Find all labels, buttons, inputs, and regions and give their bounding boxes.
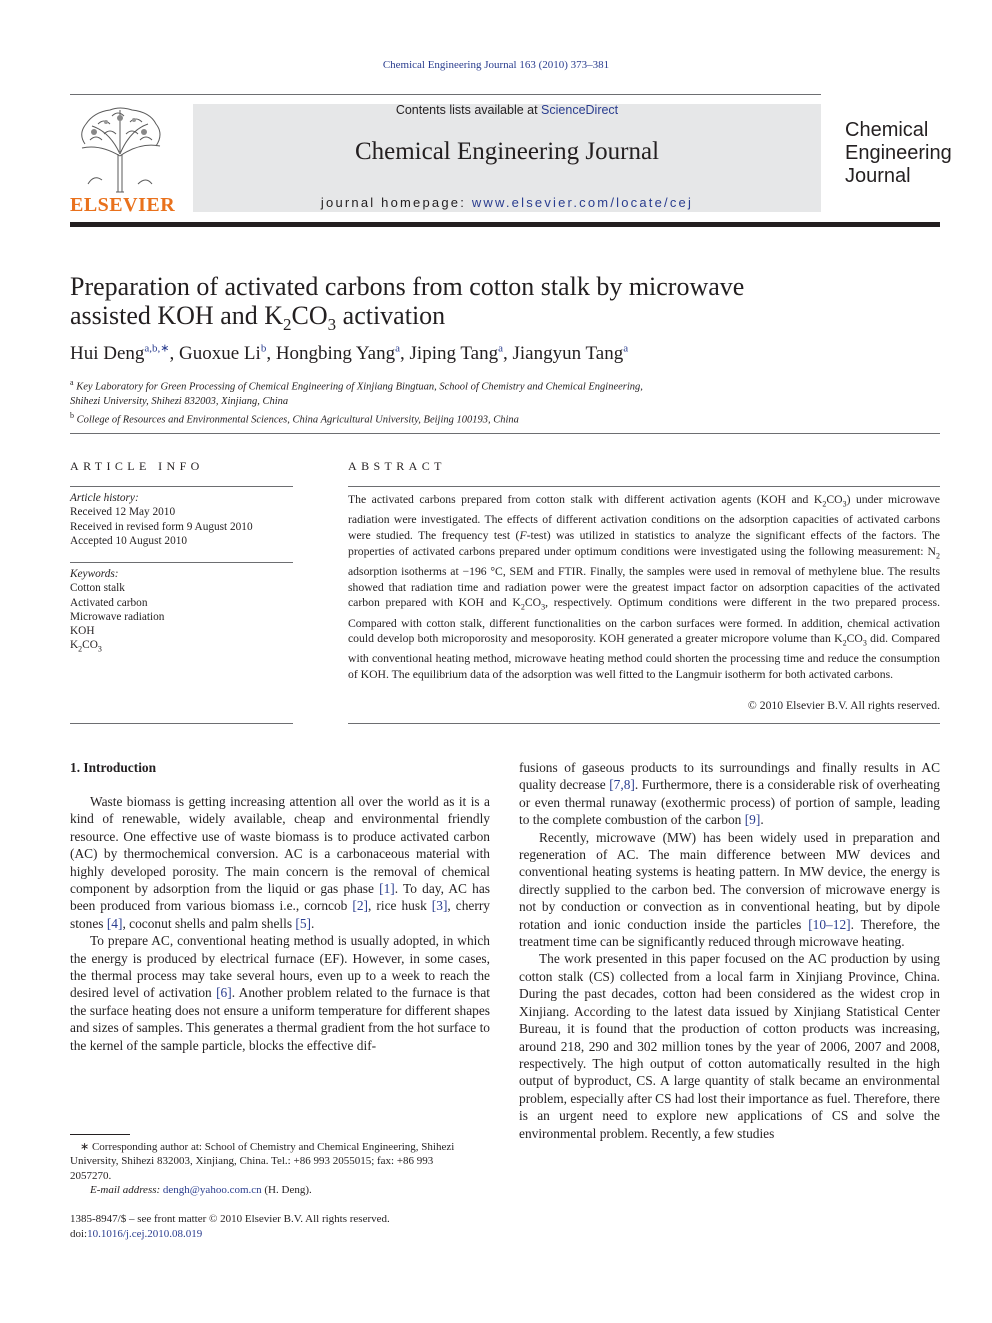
- keywords-label: Keywords:: [70, 568, 119, 580]
- homepage-link[interactable]: www.elsevier.com/locate/cej: [471, 195, 694, 210]
- abstract-rule: [348, 723, 940, 724]
- abstract-subscript: 2: [842, 638, 847, 648]
- abstract-span: CO: [524, 596, 542, 610]
- text-span: . To day, AC has been produced from various biomass i.e., corncob: [70, 881, 490, 914]
- author-name: Jiping Tang: [409, 343, 499, 365]
- paragraph: [70, 932, 490, 1054]
- footnote-span: (H. Deng).: [261, 1183, 312, 1196]
- author-separator: ,: [169, 343, 180, 365]
- abstract-subscript: 2: [936, 551, 940, 561]
- homepage-prefix: journal homepage:: [320, 195, 472, 210]
- author-affiliation-link[interactable]: a: [623, 343, 629, 355]
- title-line-2: [70, 301, 830, 339]
- author: [70, 343, 179, 364]
- author-affiliation-link[interactable]: a,b,∗: [144, 343, 170, 355]
- affiliation-text: Key Laboratory for Green Processing of Chemical Engineering of Xinjiang Bingtuan, School of Chemistry and Chemical Engineering,: [76, 381, 643, 393]
- affiliation-label: a: [70, 378, 74, 387]
- revised-date: Received in revised form 9 August 2010: [70, 520, 253, 533]
- abstract-copyright: © 2010 Elsevier B.V. All rights reserved.: [747, 699, 940, 712]
- affiliation-b: [70, 409, 770, 428]
- paragraph: The work presented in this paper focused on the AC production by using cotton stalk (CS) collected from a local farm in Xinjiang Province, China. During the past decades, cotton had been considered as the widest crop in Xinjiang. According to the latest data issued by Xinjiang Statistical Center Bureau, it is found that the production of cotton products was increasing, around 218, 290 and 302 million tones by the year of 2006, 2007 and 2008, respectively. The high output of cotton automatically resulted in the high output of byproduct, CS. A large quantity of stalk became an environmental problem, especially after CS had lost their importance as fuel. Therefore, there is an urgent need to explore new applications of CS and solve the environmental problem. Recently, a few studies: [519, 951, 940, 1141]
- sciencedirect-link[interactable]: ScienceDirect: [541, 103, 619, 117]
- abstract-span: did. Compared with conventional heating method, microwave heating method could shorten the processing time and reduce the consumption of KOH. The equilibrium data of the adsorption was well fitted to the Langmuir isotherm for both activated carbons.: [348, 632, 941, 682]
- footnote-rule: [70, 1134, 130, 1135]
- text-span: , rice husk: [368, 898, 432, 914]
- title-subscript: 3: [327, 315, 337, 335]
- received-date: Received 12 May 2010: [70, 506, 176, 519]
- journal-homepage: [193, 195, 821, 210]
- abstract-subscript: 3: [842, 499, 847, 509]
- abstract-heading: ABSTRACT: [348, 459, 446, 473]
- abstract-subscript: 3: [862, 638, 867, 648]
- author-separator: ,: [400, 343, 410, 365]
- keyword-subscript: 2: [78, 644, 83, 654]
- keyword-text: K: [70, 639, 79, 652]
- text-span: . Therefore, the treatment time can be significantly reduced through microwave heating.: [519, 916, 940, 950]
- email-label: E-mail address:: [90, 1183, 163, 1196]
- citation-link[interactable]: [9]: [744, 812, 761, 828]
- keyword: [70, 638, 164, 657]
- author-name: Guoxue Li: [179, 343, 261, 365]
- journal-logo-line: Journal: [845, 165, 911, 187]
- abstract-span: CO: [846, 632, 863, 646]
- abstract-subscript: 3: [541, 602, 546, 612]
- title-text: CO: [291, 301, 328, 330]
- keyword: Activated carbon: [70, 596, 148, 609]
- abstract-span: ) under microwave radiation were investigated. The effects of different activation conditions on the adsorption capacities of activated carbons were studied. The frequency test (: [348, 493, 940, 542]
- elsevier-wordmark: ELSEVIER: [70, 194, 176, 216]
- affiliation-a-cont: Shihezi University, Shihezi 832003, Xinjiang, China: [70, 395, 289, 407]
- affiliations: [70, 376, 770, 427]
- paragraph: [519, 759, 940, 829]
- author-affiliation-link[interactable]: a: [498, 343, 503, 355]
- author-name: Jiangyun Tang: [512, 343, 624, 365]
- author: [410, 343, 513, 364]
- text-span: , coconut shells and palm shells: [122, 915, 296, 931]
- article-title: [70, 272, 830, 339]
- text-span: fusions of gaseous products to its surroundings and finally results in AC quality decrease: [519, 760, 940, 793]
- abstract-span: , respectively. Optimum conditions were different in the two prepared process. Compared with cotton stalk, different functionalities on the carbon surfaces were formed. In addition, chemical activation could develop both microporosity and mesoporosity. KOH generated a greater micropore volume than K: [348, 596, 941, 646]
- text-span: To prepare AC, conventional heating method is usually adopted, in which the energy is produced by electrical furnace (EF). However, in some cases, the thermal process may take several hours, even up to a week to reach the desired level of activation: [70, 933, 490, 1001]
- citation-link[interactable]: [2]: [352, 898, 369, 914]
- journal-reference[interactable]: [0, 59, 992, 71]
- citation-link[interactable]: [1]: [379, 881, 395, 897]
- section-rule: [70, 433, 940, 434]
- text-span: , cherry stones: [70, 898, 490, 931]
- article-info-rule: [70, 723, 293, 724]
- citation-link[interactable]: [3]: [431, 898, 448, 914]
- issn-line: 1385-8947/$ – see front matter © 2010 Elsevier B.V. All rights reserved.: [70, 1213, 390, 1225]
- accepted-date: Accepted 10 August 2010: [70, 534, 188, 547]
- front-matter: [70, 1212, 390, 1242]
- header-top-rule: [70, 94, 821, 95]
- journal-reference-link[interactable]: Chemical Engineering Journal 163 (2010) 373–381: [382, 59, 610, 71]
- footnote-span: Corresponding author at: School of Chemistry and Chemical Engineering, Shihezi University, Shihezi 832003, Xinjiang, China. Tel.: +86 993 2055015; fax: +86 993 2057270.: [70, 1141, 455, 1182]
- keyword: Cotton stalk: [70, 582, 125, 595]
- abstract-span: The activated carbons prepared from cotton stalk with different activation agents (KOH and K: [348, 493, 823, 506]
- title-text: assisted KOH and K: [70, 301, 284, 330]
- author-name: Hui Deng: [70, 343, 145, 365]
- paragraph: [519, 829, 940, 951]
- article-info-rule: [70, 486, 293, 487]
- author: [276, 343, 410, 364]
- text-span: .: [311, 915, 315, 931]
- abstract-span: CO: [826, 493, 843, 506]
- author-affiliation-link[interactable]: b: [260, 343, 267, 355]
- journal-logo-line: Engineering: [845, 142, 952, 164]
- citation-link[interactable]: [7,8]: [609, 777, 635, 793]
- title-text: activation: [336, 301, 446, 330]
- abstract-subscript: 2: [520, 602, 525, 612]
- affiliation-a: [70, 376, 770, 395]
- text-span: . Furthermore, there is a considerable risk of overheating or even thermal runaway (exothermic process) of portion of sample, leading to the complete combustion of the carbon: [519, 777, 941, 828]
- author-separator: ,: [266, 343, 276, 365]
- citation-link[interactable]: [10–12]: [808, 916, 851, 932]
- keywords: [70, 567, 164, 657]
- author: [179, 343, 276, 364]
- footnote-email: [70, 1183, 470, 1197]
- abstract-rule: [348, 486, 940, 487]
- citation-link[interactable]: [6]: [216, 985, 232, 1001]
- abstract-text: [348, 492, 940, 683]
- affiliation-label: b: [70, 410, 74, 420]
- section-heading-introduction: 1. Introduction: [70, 760, 157, 775]
- author-separator: ,: [502, 343, 513, 365]
- article-info-heading: ARTICLE INFO: [70, 459, 204, 473]
- doi-line: [70, 1227, 390, 1242]
- text-span: . Another problem related to the furnace is that the surface heating does not ensure a uniform temperature for different shapes and sizes of samples. This generates a thermal gradient from the hot surface to the kernel of the sample particle, blocks the effective dif-: [70, 985, 490, 1053]
- text-span: Waste biomass is getting increasing attention all over the world as it is a kind of renewable, widely available, cheap and environmental friendly resource. One effective use of waste biomass is to produce activated carbon (AC) by thermochemical conversion. AC is a carbonaceous material with highly developed porosity. The main concern is the removal of chemical component by adsorption from the liquid or gas phase: [70, 794, 490, 897]
- text-span: .: [760, 812, 764, 828]
- abstract-subscript: 2: [822, 499, 827, 509]
- citation-link[interactable]: [5]: [295, 915, 312, 931]
- doi-link[interactable]: 10.1016/j.cej.2010.08.019: [87, 1228, 203, 1240]
- affiliation-text: College of Resources and Environmental Sciences, China Agricultural University, Beijing 100193, China: [76, 414, 519, 425]
- email-link[interactable]: dengh@yahoo.com.cn: [162, 1183, 262, 1196]
- keyword-text: CO: [82, 639, 98, 652]
- doi-prefix: doi:: [70, 1228, 88, 1240]
- author-affiliation-link[interactable]: a: [395, 343, 401, 355]
- title-subscript: 2: [283, 315, 292, 335]
- article-info-rule: [70, 562, 293, 563]
- keyword: Microwave radiation: [70, 610, 165, 623]
- citation-link[interactable]: [4]: [106, 915, 123, 931]
- journal-name: Chemical Engineering Journal: [354, 138, 660, 165]
- author-name: Hongbing Yang: [275, 343, 396, 365]
- article-history: [70, 491, 253, 548]
- text-span: Recently, microwave (MW) has been widely used in preparation and regeneration of AC. The main difference between MW devices and conventional heating systems is heating pattern. In MW device, the energy is directly supplied to the carbon bed. The conversion of microwave energy is not by conduction or convection as in conventional heating, but by dipole rotation and ionic conduction inside the particles: [519, 829, 940, 932]
- abstract-italic: F: [519, 528, 527, 542]
- paragraph: [70, 793, 490, 932]
- left-column: [70, 793, 490, 1054]
- contents-availability: [193, 103, 821, 117]
- author-list: [70, 342, 628, 365]
- keyword: KOH: [70, 625, 95, 638]
- contents-prefix: Contents lists available at: [395, 103, 542, 117]
- abstract-span: adsorption isotherms at −196 °C, SEM and FTIR. Finally, the samples were used in removal of methylene blue. The results showed that radiation time and radiation power were the greatest impact factor on adsorption capacities of the activated carbon prepared with KOH and K: [348, 564, 940, 610]
- corresponding-author-footnote: [70, 1140, 470, 1197]
- header-thick-rule: [70, 222, 940, 227]
- abstract-span: -test) was utilized in statistics to analyze the significant effects of the factors. The properties of activated carbons prepared under optimum conditions were investigated using the following measurement: N: [348, 528, 940, 558]
- right-column: [519, 759, 940, 1142]
- history-label: Article history:: [70, 492, 139, 504]
- title-line-1: Preparation of activated carbons from cotton stalk by microwave: [70, 272, 745, 301]
- footnote-marker: ∗: [80, 1141, 90, 1153]
- footnote-text: [70, 1140, 470, 1183]
- journal-logo-line: Chemical: [845, 119, 929, 141]
- keyword-subscript: 3: [97, 644, 102, 654]
- author: [512, 343, 628, 364]
- journal-logo: [845, 119, 952, 188]
